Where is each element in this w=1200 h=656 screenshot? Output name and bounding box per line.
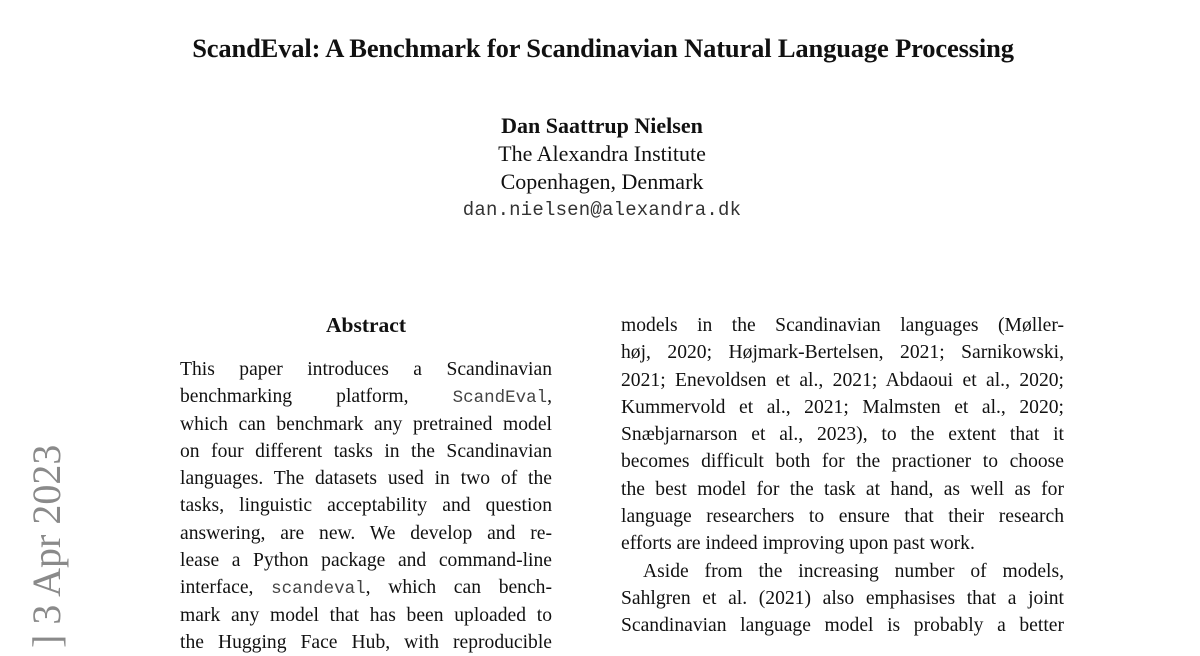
abstract-line: languages. The datasets used in two of the [180, 468, 552, 490]
body-line: Scandinavian language model is probably a better [621, 615, 1064, 637]
author-location: Copenhagen, Denmark [500, 169, 704, 194]
abstract-line: mark any model that has been uploaded to [180, 604, 552, 626]
abstract-line: which can benchmark any pretrained model [180, 413, 552, 435]
text-fragment: interface, [180, 577, 272, 599]
body-line: Sahlgren et al. (2021) also emphasises that a joint [621, 587, 1064, 609]
author-name: Dan Saattrup Nielsen [501, 113, 703, 138]
abstract-line [180, 574, 552, 601]
abstract-line: lease a Python package and command-line [180, 550, 552, 572]
body-text-column [621, 312, 1064, 640]
text-fragment: , [547, 386, 552, 408]
body-line: Kummervold et al., 2021; Malmsten et al., 2020; [621, 396, 1064, 418]
abstract-line: This paper introduces a Scandinavian [180, 359, 552, 380]
inline-code: scandeval [271, 579, 366, 600]
abstract-line: the Hugging Face Hub, with reproducible [180, 631, 552, 653]
abstract-heading: Abstract [325, 313, 406, 337]
body-line: 2021; Enevoldsen et al., 2021; Abdaoui et al., 2020; [621, 369, 1064, 391]
inline-code: ScandEval [452, 388, 548, 409]
author-block [0, 112, 1200, 224]
body-line: Aside from the increasing number of models, [643, 560, 1064, 582]
text-fragment: benchmarking platform, [180, 386, 453, 408]
body-line: language researchers to ensure that their research [621, 506, 1064, 528]
body-line: Snæbjarnarson et al., 2023), to the extent that it [621, 424, 1064, 446]
abstract-line: answering, are new. We develop and re- [180, 522, 552, 544]
body-line: models in the Scandinavian languages (Møller- [621, 315, 1064, 336]
author-affiliation: The Alexandra Institute [498, 141, 706, 166]
abstract-line: tasks, linguistic acceptability and question [180, 495, 552, 517]
paper-title: ScandEval: A Benchmark for Scandinavian Natural Language Processing [192, 33, 1014, 63]
body-line: høj, 2020; Højmark-Bertelsen, 2021; Sarnikowski, [621, 342, 1064, 364]
abstract-line: on four different tasks in the Scandinavian [180, 440, 552, 462]
author-email[interactable]: dan.nielsen@alexandra.dk [462, 199, 742, 221]
body-line: becomes difficult both for the practioner to choose [621, 451, 1064, 473]
text-fragment: , which can bench- [365, 577, 552, 599]
abstract-text [180, 356, 552, 656]
body-line: efforts are indeed improving upon past work. [621, 533, 975, 555]
abstract-line [180, 383, 552, 410]
arxiv-stamp: ] 3 Apr 2023 [24, 444, 69, 648]
body-line: the best model for the task at hand, as well as for [621, 478, 1064, 500]
